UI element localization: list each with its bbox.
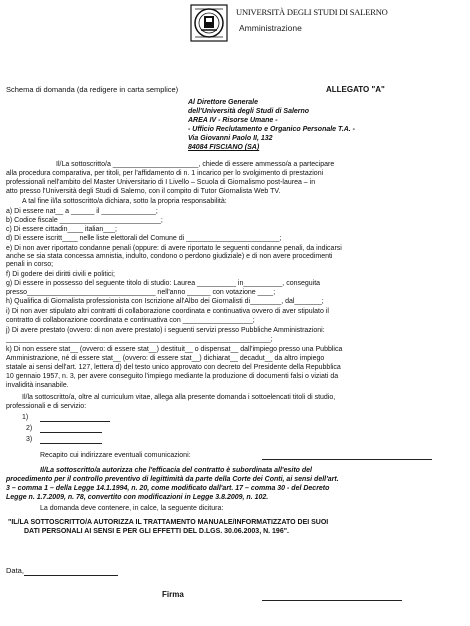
intro-line: atto presso l'Università degli Studi di Salerno, con il compito di Tutor Giornalista Web TV. xyxy=(6,188,281,195)
recipient-line: AREA IV - Risorse Umane - xyxy=(188,117,278,124)
intro-line: Il/La sottoscritto/a ______________________, chiede di essere ammesso/a a partecipare xyxy=(56,161,335,168)
declaration-item: e) Di non aver riportato condanne penali (oppure: di avere riportato le seguenti condanne penali, da indicarsi xyxy=(6,245,342,252)
schema-title: Schema di domanda (da redigere in carta semplice) xyxy=(6,85,179,94)
recipient-line: - Ufficio Reclutamento e Organico Personale T.A. - xyxy=(188,126,355,133)
declaration-item: Amministrazione, né di essere stat__ (ovvero: di essere stat__) dichiarat__ decadut__ da altro impiego xyxy=(6,355,325,362)
attach-line: Il/la sottoscritto/a, oltre al curriculum vitae, allega alla presente domanda i sottoelencati titoli di studio, xyxy=(22,394,336,401)
recipient-line: Al Direttore Generale xyxy=(188,99,259,106)
privacy-line: "IL/LA SOTTOSCRITTO/A AUTORIZZA IL TRATTAMENTO MANUALE/INFORMATIZZATO DEI SUOI xyxy=(8,519,329,526)
office-name: Amministrazione xyxy=(239,23,302,33)
declaration-item: invalidità insanabile. xyxy=(6,382,69,389)
recapito-blank-line xyxy=(262,459,432,460)
attach-blank-line xyxy=(40,432,102,433)
attach-line: professionali e di servizio: xyxy=(6,403,87,410)
declaration-item: statale ai sensi dell'art. 127, lettera d) del testo unico approvato con decreto del Presidente della Repubblica xyxy=(6,364,341,371)
date-blank-line xyxy=(24,575,118,576)
university-name: UNIVERSITÀ DEGLI STUDI DI SALERNO xyxy=(236,7,388,17)
declaration-item: h) Qualifica di Giornalista professionista con Iscrizione all'Albo dei Giornalisti di________, dal_______; xyxy=(6,298,324,305)
declaration-item: 10 gennaio 1957, n. 3, per avere conseguito l'impiego mediante la produzione di documenti falsi o viziati da xyxy=(6,373,339,380)
recapito-label: Recapito cui indirizzare eventuali comunicazioni: xyxy=(40,452,191,459)
privacy-line: DATI PERSONALI AI SENSI E PER GLI EFFETTI DEL D.LGS. 30.06.2003, N. 196". xyxy=(24,528,289,535)
university-seal-icon xyxy=(189,3,229,43)
declaration-item: k) Di non essere stat__ (ovvero: di essere stat__) destituit__ o dispensat__ dall'impiego presso una Pubblica xyxy=(6,346,343,353)
allegato-label: ALLEGATO "A" xyxy=(326,85,385,94)
authorize-line: procedimento per il controllo preventivo di legittimità da parte della Corte dei Conti, ai sensi dell'art. xyxy=(6,476,339,483)
declaration-item: presso_________________________________ nell'anno ______ con votazione ____; xyxy=(6,289,276,296)
attach-blank-line xyxy=(40,421,110,422)
attach-item-number: 1) xyxy=(22,414,29,421)
declaration-item: penali in corso; xyxy=(6,261,54,268)
declaration-item: d) Di essere iscritt____ nelle liste elettorali del Comune di ________________________; xyxy=(6,235,282,242)
date-label: Data, xyxy=(6,566,24,575)
declaration-item: j) Di avere prestato (ovvero: di non avere prestato) i seguenti servizi presso Pubbliche Amministrazioni: xyxy=(6,327,325,334)
declaration-item: i) Di non aver stipulato altri contratti di collaborazione coordinata e continuativa ovvero di aver stipulato il xyxy=(6,308,329,315)
attach-item-number: 2) xyxy=(26,425,33,432)
recipient-line: Via Giovanni Paolo II, 132 xyxy=(188,135,273,142)
declaration-item: a) Di essere nat__ a ______ il ______________; xyxy=(6,208,158,215)
authorize-line: Il/La sottoscritto/a autorizza che l'efficacia del contratto è subordinata all'esito del xyxy=(40,467,312,474)
attach-item-number: 3) xyxy=(26,436,33,443)
authorize-line: 3 – comma 1 – della Legge 14.1.1994, n. 20, come modificato dall'art. 17 – comma 30 - del Decreto xyxy=(6,485,330,492)
intro-line: professionali nell'ambito del Master Universitario di I Livello – Scuola di Giornalismo post-laurea – in xyxy=(6,179,316,186)
intro-line: alla procedura comparativa, per titoli, per l'affidamento di n. 1 incarico per lo svolgimento di prestazioni xyxy=(6,170,324,177)
signature-label: Firma xyxy=(162,590,184,599)
declaration-item: c) Di essere cittadin____ italian___; xyxy=(6,226,117,233)
domanda-note: La domanda deve contenere, in calce, la seguente dicitura: xyxy=(40,505,224,512)
recipient-line: 84084 FISCIANO (SA) xyxy=(188,144,260,151)
signature-blank-line xyxy=(262,600,402,601)
declaration-item: f) Di godere dei diritti civili e politici; xyxy=(6,271,115,278)
declaration-item: ____________________________________________________________________; xyxy=(6,336,273,343)
declaration-item: contratto di collaborazione coordinata e continuativa con __________________; xyxy=(6,317,255,324)
recipient-line: dell'Università degli Studi di Salerno xyxy=(188,108,310,115)
declaration-item: anche se sia stata concessa amnistia, indulto, condono o perdono giudiziale) e di non avere procedimenti xyxy=(6,253,333,260)
attach-blank-line xyxy=(40,443,102,444)
intro-line: A tal fine il/la sottoscritto/a dichiara, sotto la propria responsabilità: xyxy=(22,198,227,205)
authorize-line: Legge n. 1.7.2009, n. 78, convertito con modificazioni in Legge 3.8.2009, n. 102. xyxy=(6,494,269,501)
declaration-item: b) Codice fiscale __________________________; xyxy=(6,217,163,224)
declaration-item: g) Di essere in possesso del seguente titolo di studio: Laurea __________ in__________, conseguita xyxy=(6,280,321,287)
